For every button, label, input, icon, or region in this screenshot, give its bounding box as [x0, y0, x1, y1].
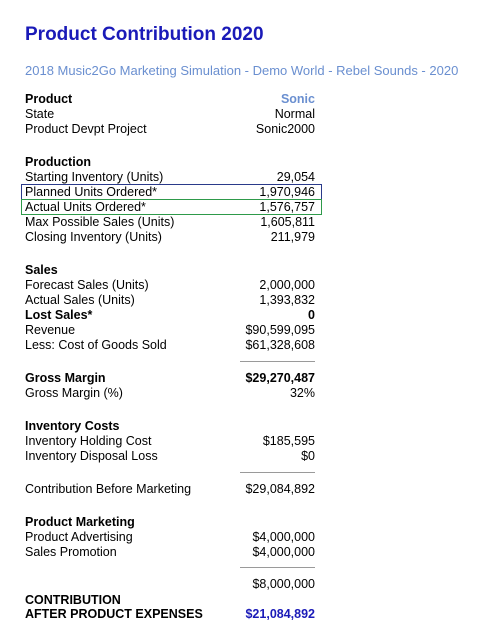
- planned-units-label: Planned Units Ordered*: [25, 185, 158, 199]
- promotion-value: $4,000,000: [252, 545, 315, 559]
- cogs-value: $61,328,608: [245, 338, 315, 352]
- project-value: Sonic2000: [255, 122, 315, 136]
- max-sales-label: Max Possible Sales (Units): [25, 215, 175, 229]
- sales-header: Sales: [25, 263, 58, 277]
- starting-inventory-value: 29,054: [276, 170, 315, 184]
- holding-cost-row: [25, 434, 315, 449]
- closing-inventory-row: [25, 230, 315, 245]
- page-subtitle: 2018 Music2Go Marketing Simulation - Demo World - Rebel Sounds - 2020: [25, 63, 459, 78]
- revenue-row: [25, 323, 315, 338]
- advertising-label: Product Advertising: [25, 530, 133, 544]
- revenue-label: Revenue: [25, 323, 76, 337]
- contribution-before-row: [25, 482, 315, 497]
- state-label: State: [25, 107, 55, 121]
- contribution-after-line1: CONTRIBUTION: [25, 593, 121, 607]
- product-name: Sonic: [280, 92, 315, 106]
- marketing-total-row: [25, 577, 315, 592]
- lost-sales-label: Lost Sales*: [25, 308, 93, 322]
- inventory-costs-header-row: [25, 419, 315, 434]
- advertising-row: [25, 530, 315, 545]
- actual-units-value: 1,576,757: [259, 200, 315, 214]
- forecast-sales-row: [25, 278, 315, 293]
- divider: [240, 567, 315, 568]
- gross-margin-value: $29,270,487: [245, 371, 315, 385]
- disposal-loss-label: Inventory Disposal Loss: [25, 449, 158, 463]
- advertising-value: $4,000,000: [252, 530, 315, 544]
- closing-inventory-value: 211,979: [270, 230, 315, 244]
- contribution-after-value: $21,084,892: [245, 607, 315, 621]
- gross-margin-pct-value: 32%: [289, 386, 315, 400]
- lost-sales-row: [25, 308, 315, 323]
- actual-units-label: Actual Units Ordered*: [25, 200, 146, 214]
- max-sales-value: 1,605,811: [260, 215, 315, 229]
- holding-cost-label: Inventory Holding Cost: [25, 434, 152, 448]
- product-marketing-header-row: [25, 515, 315, 530]
- actual-sales-label: Actual Sales (Units): [25, 293, 135, 307]
- revenue-value: $90,599,095: [245, 323, 315, 337]
- actual-sales-row: [25, 293, 315, 308]
- starting-inventory-row: [25, 170, 315, 185]
- product-header-label: Product: [25, 92, 73, 106]
- planned-units-row: [25, 185, 315, 200]
- max-sales-row: [25, 215, 315, 230]
- promotion-row: [25, 545, 315, 560]
- contribution-after-line2: AFTER PRODUCT EXPENSES: [25, 607, 203, 621]
- gross-margin-row: [25, 371, 315, 386]
- closing-inventory-label: Closing Inventory (Units): [25, 230, 162, 244]
- gross-margin-pct-row: [25, 386, 315, 401]
- production-header-row: [25, 155, 315, 170]
- product-state-row: [25, 107, 315, 122]
- lost-sales-value: 0: [308, 308, 315, 322]
- production-header: Production: [25, 155, 91, 169]
- cogs-row: [25, 338, 315, 353]
- inventory-costs-header: Inventory Costs: [25, 419, 120, 433]
- contribution-before-label: Contribution Before Marketing: [25, 482, 192, 496]
- marketing-total-value: $8,000,000: [252, 577, 315, 591]
- cogs-label: Less: Cost of Goods Sold: [25, 338, 167, 352]
- divider: [240, 472, 315, 473]
- project-label: Product Devpt Project: [25, 122, 147, 136]
- page-title: Product Contribution 2020: [25, 24, 264, 45]
- forecast-sales-value: 2,000,000: [259, 278, 315, 292]
- actual-units-row: [25, 200, 315, 215]
- forecast-sales-label: Forecast Sales (Units): [25, 278, 149, 292]
- promotion-label: Sales Promotion: [25, 545, 117, 559]
- product-project-row: [25, 122, 315, 137]
- holding-cost-value: $185,595: [262, 434, 315, 448]
- disposal-loss-value: $0: [301, 449, 315, 463]
- gross-margin-pct-label: Gross Margin (%): [25, 386, 123, 400]
- disposal-loss-row: [25, 449, 315, 464]
- product-header-row: [25, 92, 315, 107]
- sales-header-row: [25, 263, 315, 278]
- divider: [240, 361, 315, 362]
- gross-margin-label: Gross Margin: [25, 371, 106, 385]
- starting-inventory-label: Starting Inventory (Units): [25, 170, 164, 184]
- contribution-after-line1-row: [25, 593, 315, 608]
- contribution-before-value: $29,084,892: [245, 482, 315, 496]
- planned-units-value: 1,970,946: [259, 185, 315, 199]
- state-value: Normal: [274, 107, 315, 121]
- contribution-after-row: [25, 607, 315, 622]
- actual-sales-value: 1,393,832: [259, 293, 315, 307]
- product-marketing-header: Product Marketing: [25, 515, 135, 529]
